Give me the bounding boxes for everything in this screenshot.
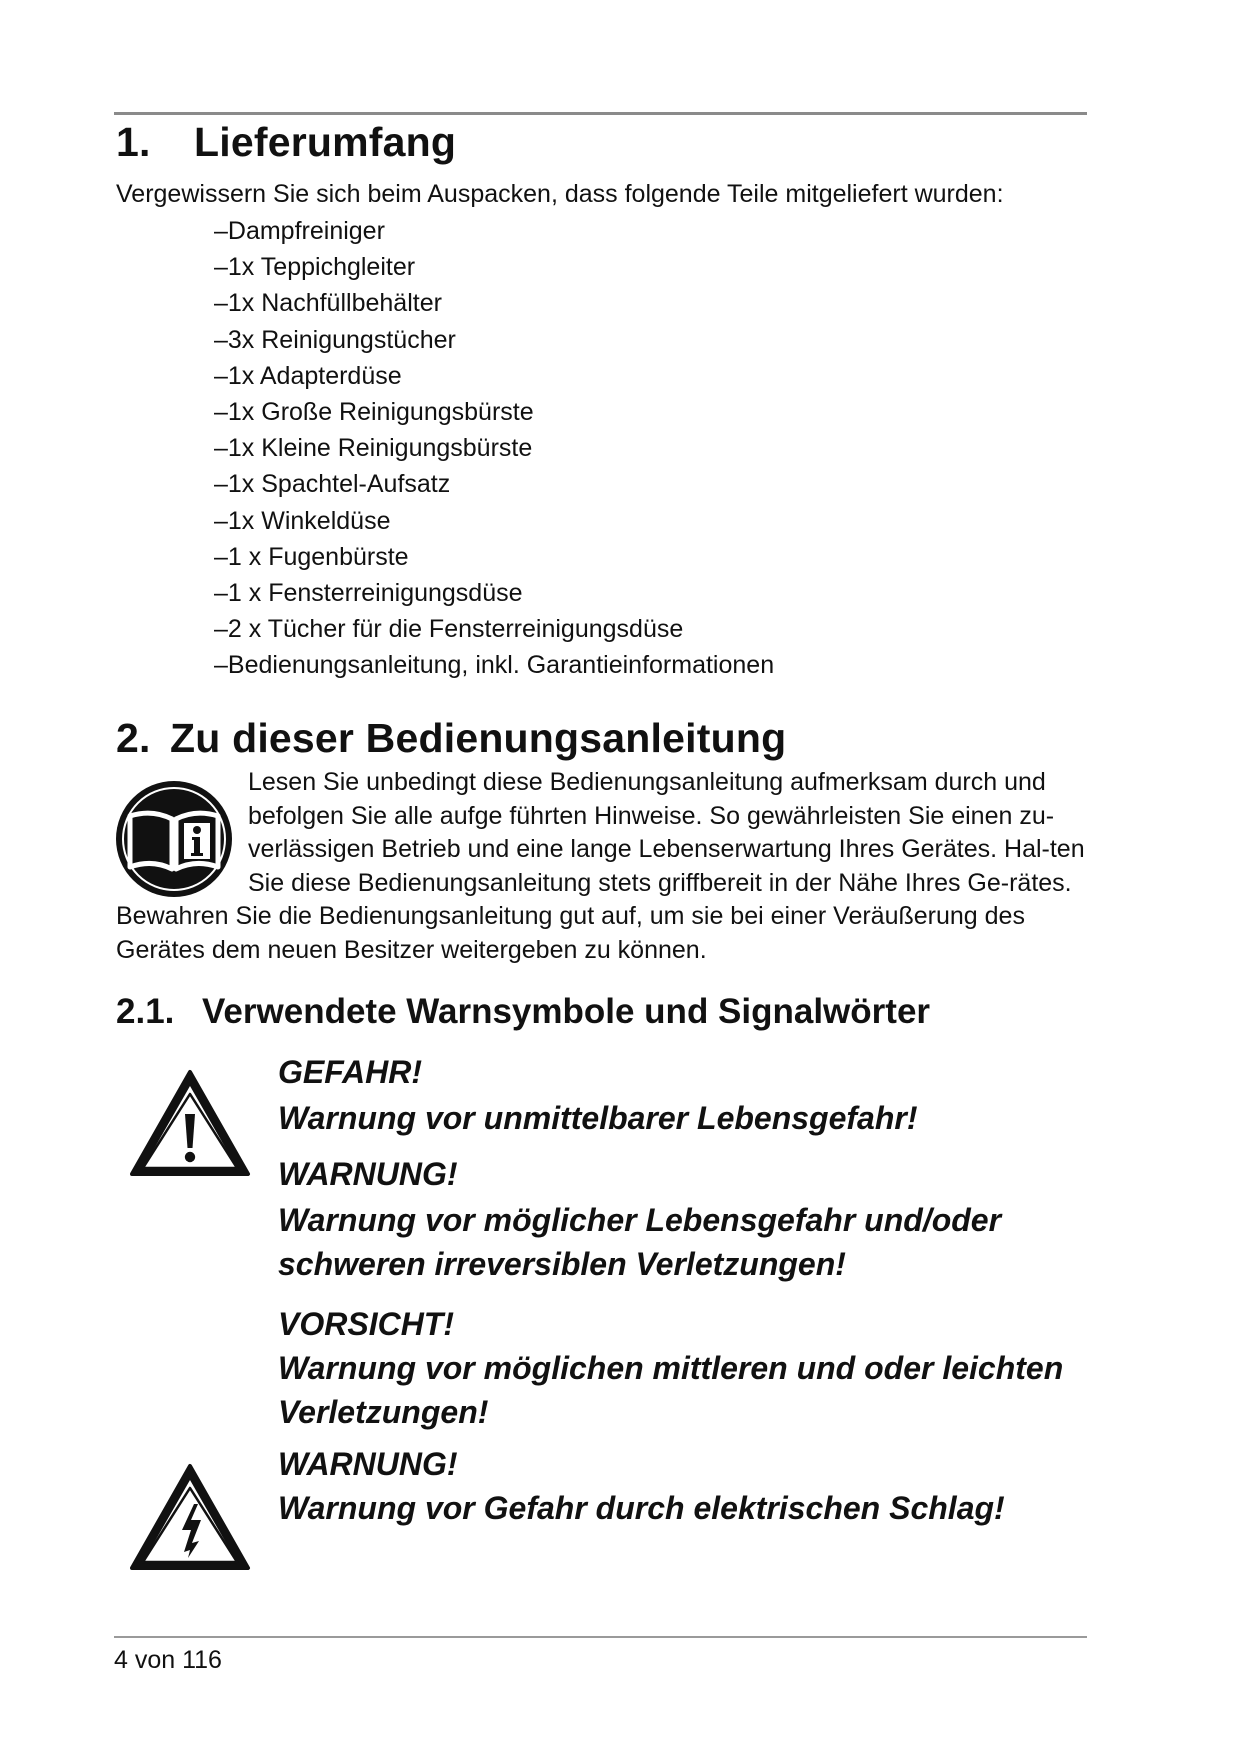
warning-label: WARNUNG! xyxy=(278,1446,458,1482)
section-1-intro: Vergewissern Sie sich beim Auspacken, dass folgende Teile mitgeliefert wurden: xyxy=(116,180,1004,208)
warning-triangle-icon xyxy=(128,1068,252,1180)
warning-block-caution xyxy=(278,1302,1098,1434)
top-rule xyxy=(114,112,1087,115)
section-2-title: Zu dieser Bedienungsanleitung xyxy=(170,715,787,761)
list-item: –3x Reinigungstücher xyxy=(214,325,456,354)
warning-text: Warnung vor unmittelbarer Lebensgefahr! xyxy=(278,1100,918,1136)
warning-block-electric xyxy=(278,1442,1005,1530)
section-1-number: 1. xyxy=(116,119,151,165)
list-item: –1x Kleine Reinigungsbürste xyxy=(214,434,533,463)
warning-text: Warnung vor möglicher Lebensgefahr und/oder schweren irreversiblen Verletzungen! xyxy=(278,1202,1002,1282)
list-item: –1x Spachtel-Aufsatz xyxy=(214,470,451,499)
list-item: –1 x Fugenbürste xyxy=(214,542,409,571)
list-item: –1 x Fensterreinigungsdüse xyxy=(214,578,523,607)
electric-shock-icon xyxy=(128,1462,252,1574)
section-2-heading xyxy=(116,714,786,762)
list-item: –1x Große Reinigungsbürste xyxy=(214,397,534,426)
page-number: 4 von 116 xyxy=(114,1646,222,1674)
section-2-number: 2. xyxy=(116,715,151,761)
warning-block-warning xyxy=(278,1152,1068,1286)
list-item: –1x Winkeldüse xyxy=(214,506,391,535)
section-2-1-title: Verwendete Warnsymbole und Signalwörter xyxy=(202,992,931,1031)
bottom-rule xyxy=(114,1636,1087,1638)
delivery-items-list xyxy=(214,213,774,683)
section-1-title: Lieferumfang xyxy=(194,119,457,165)
list-item: –1x Nachfüllbehälter xyxy=(214,289,442,318)
warning-label: WARNUNG! xyxy=(278,1156,458,1192)
list-item: –Bedienungsanleitung, inkl. Garantieinformationen xyxy=(214,651,775,680)
warning-text: Warnung vor möglichen mittleren und oder leichten Verletzungen! xyxy=(278,1350,1064,1430)
warning-block-danger xyxy=(278,1050,918,1140)
section-1-heading xyxy=(116,118,456,166)
warning-label: GEFAHR! xyxy=(278,1054,422,1090)
section-2-1-heading xyxy=(116,990,930,1034)
warning-label: VORSICHT! xyxy=(278,1306,454,1342)
section-2-paragraph: Lesen Sie unbedingt diese Bedienungsanleitung aufmerksam durch und befolgen Sie alle aufge führten Hinweise. So gewährleisten Sie einen zu-verlässigen Betrieb und eine lange Lebenserwartung Ihres Gerätes. Hal-ten Sie diese Bedienungsanleitung stets griffbereit in der Nähe Ihres Ge-rätes. Bewahren Sie die Bedienungsanleitung gut auf, um sie bei einer Veräußerung des Gerätes dem neuen Besitzer weitergeben zu können. xyxy=(116,768,1085,964)
list-item: –1x Teppichgleiter xyxy=(214,253,416,282)
section-2-text xyxy=(116,766,1091,968)
warning-text: Warnung vor Gefahr durch elektrischen Schlag! xyxy=(278,1490,1005,1526)
list-item: –Dampfreiniger xyxy=(214,217,385,245)
section-2-1-number: 2.1. xyxy=(116,992,175,1031)
list-item: –2 x Tücher für die Fensterreinigungsdüse xyxy=(214,615,684,644)
list-item: –1x Adapterdüse xyxy=(214,361,402,390)
